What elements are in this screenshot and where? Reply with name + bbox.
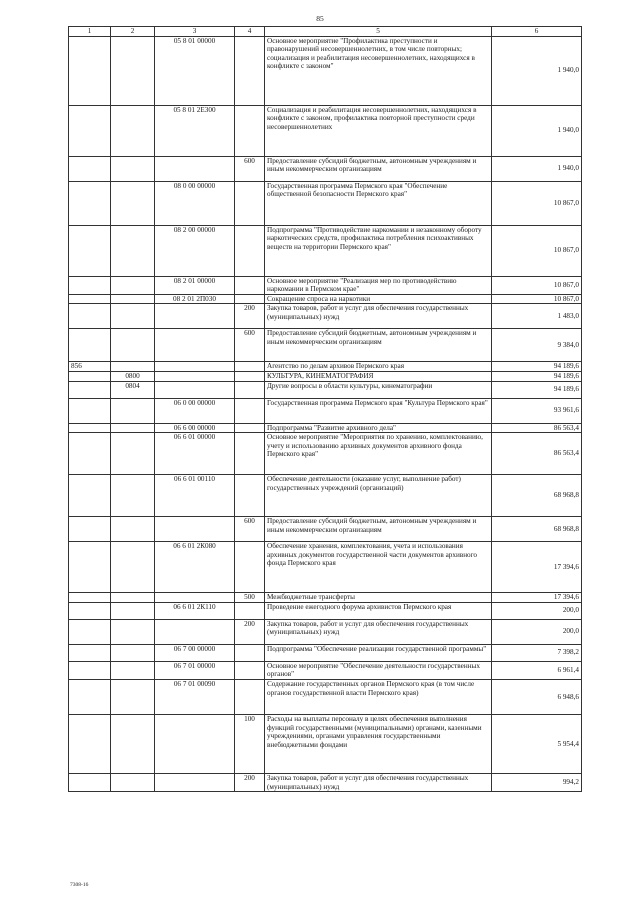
cell-col2 — [111, 542, 155, 593]
cell-col3 — [155, 381, 235, 398]
cell-col5: Основное мероприятие "Реализация мер по противодействию наркомании в Пермском крае" — [265, 276, 492, 294]
cell-col4 — [235, 36, 265, 105]
table-row — [69, 362, 582, 372]
header-col-4: 4 — [235, 27, 265, 37]
table-row — [69, 644, 582, 661]
cell-col6: 94 189,6 — [492, 362, 582, 372]
cell-col2: 0800 — [111, 371, 155, 381]
table-row — [69, 661, 582, 679]
cell-col2 — [111, 304, 155, 329]
cell-col5: Сокращение спроса на наркотики — [265, 294, 492, 304]
cell-col2 — [111, 276, 155, 294]
cell-col5: Предоставление субсидий бюджетным, автономным учреждениям и иным некоммерческим организациям — [265, 329, 492, 362]
cell-col5: Закупка товаров, работ и услуг для обеспечения государственных (муниципальных) нужд — [265, 304, 492, 329]
cell-col2 — [111, 773, 155, 791]
cell-col6: 1 940,0 — [492, 156, 582, 181]
table-row — [69, 304, 582, 329]
header-col-1: 1 — [69, 27, 111, 37]
cell-col4 — [235, 294, 265, 304]
cell-col1 — [69, 304, 111, 329]
cell-col1 — [69, 225, 111, 276]
cell-col5: Основное мероприятие "Мероприятия по хранению, комплектованию, учету и использованию архивных документов архивного фонда Пермского края" — [265, 433, 492, 475]
cell-col6: 94 189,6 — [492, 381, 582, 398]
cell-col3: 06 6 01 2К080 — [155, 542, 235, 593]
cell-col4 — [235, 542, 265, 593]
cell-col4 — [235, 423, 265, 433]
cell-col3 — [155, 371, 235, 381]
cell-col2 — [111, 156, 155, 181]
cell-col5: Основное мероприятие "Профилактика преступности и правонарушений несовершеннолетних, в том числе повторных; социализация и реабилитация несовершеннолетних, находящихся в конфликте с законом" — [265, 36, 492, 105]
cell-col1 — [69, 371, 111, 381]
cell-col5: Предоставление субсидий бюджетным, автономным учреждениям и иным некоммерческим организациям — [265, 156, 492, 181]
header-col-3: 3 — [155, 27, 235, 37]
cell-col1 — [69, 542, 111, 593]
cell-col6: 86 563,4 — [492, 423, 582, 433]
header-col-2: 2 — [111, 27, 155, 37]
page-number: 85 — [316, 14, 324, 23]
cell-col1 — [69, 773, 111, 791]
cell-col3 — [155, 329, 235, 362]
table-row — [69, 433, 582, 475]
cell-col5: Содержание государственных органов Пермского края (в том числе органов государственной власти Пермского края) — [265, 679, 492, 714]
cell-col5: Агентство по делам архивов Пермского края — [265, 362, 492, 372]
cell-col2 — [111, 602, 155, 619]
cell-col6: 6 948,6 — [492, 679, 582, 714]
cell-col2 — [111, 329, 155, 362]
cell-col4 — [235, 661, 265, 679]
cell-col6: 1 940,0 — [492, 105, 582, 156]
cell-col1 — [69, 329, 111, 362]
cell-col1 — [69, 276, 111, 294]
cell-col4 — [235, 362, 265, 372]
cell-col2 — [111, 398, 155, 423]
cell-col1 — [69, 294, 111, 304]
cell-col5: Подпрограмма "Обеспечение реализации государственной программы" — [265, 644, 492, 661]
cell-col4: 600 — [235, 156, 265, 181]
cell-col3 — [155, 362, 235, 372]
cell-col6: 994,2 — [492, 773, 582, 791]
cell-col4: 200 — [235, 773, 265, 791]
table-row — [69, 105, 582, 156]
cell-col1 — [69, 602, 111, 619]
cell-col4: 200 — [235, 304, 265, 329]
cell-col4: 200 — [235, 619, 265, 644]
table-row — [69, 276, 582, 294]
table-row — [69, 225, 582, 276]
cell-col5: Подпрограмма "Развитие архивного дела" — [265, 423, 492, 433]
cell-col6: 7 398,2 — [492, 644, 582, 661]
cell-col4: 500 — [235, 593, 265, 603]
table-row — [69, 398, 582, 423]
cell-col6: 10 867,0 — [492, 276, 582, 294]
footer-code: 7308-16 — [70, 882, 89, 888]
header-col-5: 5 — [265, 27, 492, 37]
cell-col1 — [69, 433, 111, 475]
cell-col4 — [235, 381, 265, 398]
cell-col5: Предоставление субсидий бюджетным, автономным учреждениям и иным некоммерческим организациям — [265, 517, 492, 542]
cell-col2 — [111, 475, 155, 517]
table-row — [69, 542, 582, 593]
cell-col3: 08 0 00 00000 — [155, 181, 235, 225]
cell-col4 — [235, 602, 265, 619]
cell-col3: 06 6 01 00000 — [155, 433, 235, 475]
cell-col1 — [69, 517, 111, 542]
cell-col6: 200,0 — [492, 602, 582, 619]
cell-col3: 06 6 00 00000 — [155, 423, 235, 433]
cell-col3: 06 6 01 2К110 — [155, 602, 235, 619]
header-col-6: 6 — [492, 27, 582, 37]
cell-col2 — [111, 661, 155, 679]
cell-col4 — [235, 225, 265, 276]
cell-col5: Обеспечение хранения, комплектования, учета и использования архивных документов государственной части документов архивного фонда Пермского края — [265, 542, 492, 593]
cell-col3 — [155, 156, 235, 181]
cell-col6: 10 867,0 — [492, 225, 582, 276]
cell-col1 — [69, 156, 111, 181]
table-row — [69, 181, 582, 225]
cell-col1 — [69, 381, 111, 398]
cell-col4 — [235, 398, 265, 423]
cell-col3 — [155, 593, 235, 603]
cell-col1 — [69, 36, 111, 105]
table-row — [69, 381, 582, 398]
cell-col2 — [111, 225, 155, 276]
table-row — [69, 294, 582, 304]
cell-col1 — [69, 593, 111, 603]
cell-col5: Расходы на выплаты персоналу в целях обеспечения выполнения функций государственными (муниципальными) органами, казенными учреждениями, органами управления государственными внебюджетными фондами — [265, 714, 492, 773]
cell-col2 — [111, 181, 155, 225]
cell-col5: Межбюджетные трансферты — [265, 593, 492, 603]
cell-col6: 5 954,4 — [492, 714, 582, 773]
table-row — [69, 371, 582, 381]
cell-col6: 9 384,0 — [492, 329, 582, 362]
cell-col6: 10 867,0 — [492, 294, 582, 304]
cell-col6: 17 394,6 — [492, 593, 582, 603]
table-row — [69, 423, 582, 433]
cell-col6: 1 940,0 — [492, 36, 582, 105]
cell-col1 — [69, 398, 111, 423]
cell-col2 — [111, 679, 155, 714]
cell-col5: КУЛЬТУРА, КИНЕМАТОГРАФИЯ — [265, 371, 492, 381]
cell-col1 — [69, 644, 111, 661]
cell-col5: Государственная программа Пермского края "Культура Пермского края" — [265, 398, 492, 423]
cell-col3 — [155, 304, 235, 329]
table-header-row — [69, 27, 582, 37]
cell-col4 — [235, 181, 265, 225]
cell-col2 — [111, 423, 155, 433]
table-row — [69, 714, 582, 773]
cell-col6: 200,0 — [492, 619, 582, 644]
cell-col2: 0804 — [111, 381, 155, 398]
cell-col4 — [235, 433, 265, 475]
cell-col4 — [235, 475, 265, 517]
cell-col1 — [69, 181, 111, 225]
cell-col1 — [69, 714, 111, 773]
cell-col5: Подпрограмма "Противодействие наркомании и незаконному обороту наркотических средств, профилактика потребления психоактивных веществ на территории Пермского края" — [265, 225, 492, 276]
table-row — [69, 475, 582, 517]
cell-col1 — [69, 679, 111, 714]
cell-col3: 08 2 00 00000 — [155, 225, 235, 276]
table-row — [69, 679, 582, 714]
cell-col6: 94 189,6 — [492, 371, 582, 381]
cell-col3: 06 6 01 00110 — [155, 475, 235, 517]
cell-col2 — [111, 294, 155, 304]
cell-col5: Основное мероприятие "Обеспечение деятельности государственных органов" — [265, 661, 492, 679]
cell-col3 — [155, 517, 235, 542]
cell-col4 — [235, 276, 265, 294]
cell-col6: 10 867,0 — [492, 181, 582, 225]
table-row — [69, 619, 582, 644]
cell-col3: 08 2 01 00000 — [155, 276, 235, 294]
cell-col5: Закупка товаров, работ и услуг для обеспечения государственных (муниципальных) нужд — [265, 773, 492, 791]
table-row — [69, 517, 582, 542]
cell-col4: 100 — [235, 714, 265, 773]
cell-col2 — [111, 619, 155, 644]
cell-col2 — [111, 644, 155, 661]
cell-col3: 06 7 01 00090 — [155, 679, 235, 714]
table-row — [69, 773, 582, 791]
cell-col4 — [235, 105, 265, 156]
cell-col6: 17 394,6 — [492, 542, 582, 593]
cell-col5: Другие вопросы в области культуры, кинематографии — [265, 381, 492, 398]
cell-col6: 93 961,6 — [492, 398, 582, 423]
cell-col2 — [111, 105, 155, 156]
cell-col4 — [235, 679, 265, 714]
cell-col1 — [69, 661, 111, 679]
cell-col6: 6 961,4 — [492, 661, 582, 679]
cell-col6: 86 563,4 — [492, 433, 582, 475]
table-row — [69, 602, 582, 619]
cell-col2 — [111, 517, 155, 542]
cell-col2 — [111, 36, 155, 105]
cell-col2 — [111, 362, 155, 372]
cell-col4: 600 — [235, 329, 265, 362]
cell-col5: Государственная программа Пермского края "Обеспечение общественной безопасности Пермского края" — [265, 181, 492, 225]
table-row — [69, 329, 582, 362]
table-row — [69, 593, 582, 603]
table-row — [69, 36, 582, 105]
cell-col2 — [111, 714, 155, 773]
cell-col1 — [69, 423, 111, 433]
cell-col5: Проведение ежегодного форума архивистов Пермского края — [265, 602, 492, 619]
cell-col1 — [69, 105, 111, 156]
cell-col5: Обеспечение деятельности (оказание услуг, выполнение работ) государственных учреждений (организаций) — [265, 475, 492, 517]
cell-col3 — [155, 619, 235, 644]
cell-col3: 06 0 00 00000 — [155, 398, 235, 423]
cell-col1 — [69, 475, 111, 517]
cell-col1 — [69, 619, 111, 644]
cell-col5: Социализация и реабилитация несовершеннолетних, находящихся в конфликте с законом, профилактика повторной преступности среди несовершеннолетних — [265, 105, 492, 156]
cell-col4 — [235, 371, 265, 381]
cell-col3: 08 2 01 2П030 — [155, 294, 235, 304]
cell-col4: 600 — [235, 517, 265, 542]
cell-col6: 68 968,8 — [492, 475, 582, 517]
cell-col3: 05 8 01 2Е300 — [155, 105, 235, 156]
cell-col3: 06 7 00 00000 — [155, 644, 235, 661]
cell-col5: Закупка товаров, работ и услуг для обеспечения государственных (муниципальных) нужд — [265, 619, 492, 644]
cell-col3: 05 8 01 00000 — [155, 36, 235, 105]
cell-col6: 68 968,8 — [492, 517, 582, 542]
cell-col6: 1 483,0 — [492, 304, 582, 329]
cell-col3 — [155, 773, 235, 791]
cell-col2 — [111, 433, 155, 475]
cell-col4 — [235, 644, 265, 661]
budget-table — [68, 26, 582, 792]
table-row — [69, 156, 582, 181]
cell-col3: 06 7 01 00000 — [155, 661, 235, 679]
cell-col3 — [155, 714, 235, 773]
cell-col2 — [111, 593, 155, 603]
cell-col1: 856 — [69, 362, 111, 372]
